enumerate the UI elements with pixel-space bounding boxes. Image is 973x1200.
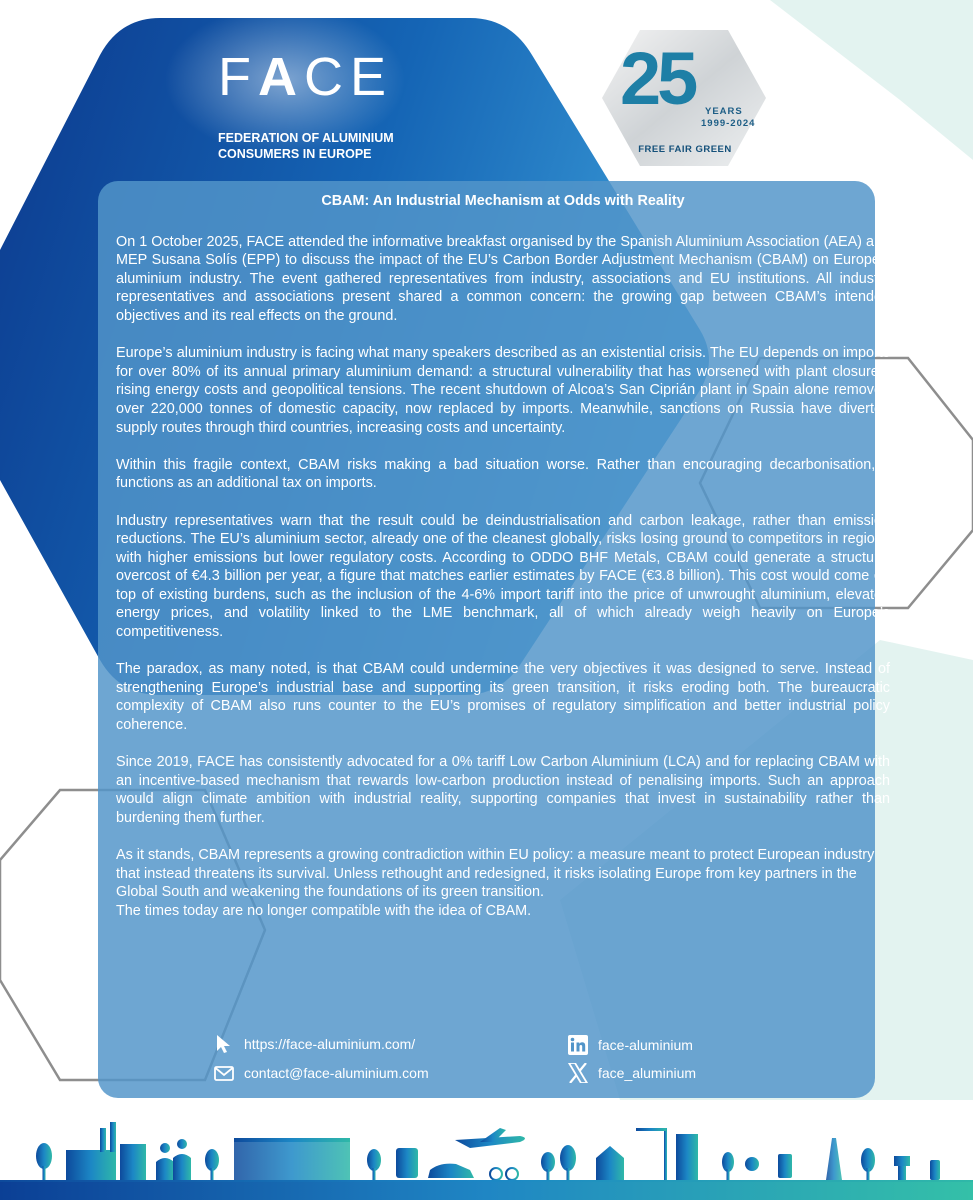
article-closing-line: The times today are no longer compatible with the idea of CBAM. — [116, 902, 532, 919]
email-address[interactable]: contact@face-aluminium.com — [244, 1065, 429, 1081]
cursor-arrow-icon — [212, 1034, 236, 1054]
logo-tagline — [218, 130, 418, 162]
badge-tagline: FREE FAIR GREEN — [638, 144, 732, 155]
linkedin-icon — [566, 1035, 590, 1055]
article-paragraph-2: Europe’s aluminium industry is facing what many speakers described as an existential crisis. The EU depends on imports for over 80% of its annual primary aluminium demand: a structural vulnerability that has worsened with plant closures, rising energy costs and geopolitical tensions. The recent shutdown of Alcoa’s San Ciprián plant in Spain alone removed over 220,000 tonnes of domestic capacity, now replaced by imports. Meanwhile, sanctions on Russia have diverted supply routes through third countries, increasing costs and uncertainty. — [116, 345, 890, 436]
website-url[interactable]: https://face-aluminium.com/ — [244, 1036, 416, 1052]
logo-tagline-line1: FEDERATION OF ALUMINIUM — [218, 131, 394, 145]
linkedin-link[interactable] — [566, 1035, 693, 1055]
article-paragraph-1: On 1 October 2025, FACE attended the informative breakfast organised by the Spanish Aluminium Association (AEA) and MEP Susana Solís (EPP) to discuss the impact of the EU’s Carbon Border Adjustment Mechanism (CBAM) on Europe’s aluminium industry. The event gathered representatives from industry, associations and EU institutions. All industry representatives and associations present shared a common concern: the growing gap between CBAM’s intended objectives and its real effects on the ground. — [116, 233, 890, 324]
article-title: CBAM: An Industrial Mechanism at Odds with Reality — [321, 193, 685, 209]
website-link[interactable] — [212, 1034, 415, 1054]
article-body — [116, 192, 890, 921]
logo-wordmark: FACE — [218, 47, 394, 107]
badge-number: 25 — [620, 37, 695, 120]
badge-years-label: YEARS — [705, 106, 743, 117]
face-logo — [218, 47, 418, 162]
envelope-icon — [212, 1063, 236, 1083]
x-logo-icon — [566, 1063, 590, 1083]
anniversary-badge — [604, 30, 766, 166]
article-paragraph-5: The paradox, as many noted, is that CBAM could undermine the very objectives it was designed to serve. Instead of strengthening Europe’s industrial base and supporting its green transition, it risks eroding both. The bureaucratic complexity of CBAM also runs counter to the EU’s promises of regulatory simplification and better industrial policy coherence. — [116, 661, 890, 734]
article-paragraph-7: As it stands, CBAM represents a growing contradiction within EU policy: a measure meant to protect European industry that instead threatens its survival. Unless rethought and redesigned, it risks isolating Europe from key partners in the Global South and weakening the foundations of its green transition. — [116, 847, 875, 901]
article-paragraph-6: Since 2019, FACE has consistently advocated for a 0% tariff Low Carbon Aluminium (LCA) and for replacing CBAM with an incentive-based mechanism that rewards low-carbon production instead of penalising imports. Such an approach would align climate ambition with industrial reality, supporting companies that invest in sustainability rather than burdening them further. — [116, 754, 890, 826]
logo-tagline-line2: CONSUMERS IN EUROPE — [218, 147, 372, 161]
x-handle[interactable]: face_aluminium — [598, 1065, 697, 1081]
badge-years-range: 1999-2024 — [701, 118, 756, 129]
article-paragraph-3: Within this fragile context, CBAM risks making a bad situation worse. Rather than encouraging decarbonisation, it functions as an additional tax on imports. — [116, 456, 890, 492]
x-link[interactable] — [566, 1063, 696, 1083]
city-skyline-illustration — [0, 1108, 973, 1200]
linkedin-handle[interactable]: face-aluminium — [598, 1037, 693, 1053]
article-paragraph-4: Industry representatives warn that the result could be deindustrialisation and carbon leakage, rather than emission reductions. The EU’s aluminium sector, already one of the cleanest globally, risks losing ground to competitors in regions with higher emissions but lower regulatory costs. According to ODDO BHF Metals, CBAM could generate a structural overcost of €4.3 billion per year, a figure that matches earlier estimates by FACE (€3.8 billion). This cost would come on top of existing burdens, such as the inclusion of the 4-6% import tariff into the price of unwrought aluminium, elevated energy prices, and volatility linked to the LME benchmark, all of which already weigh heavily on Europe’s competitiveness. — [116, 512, 890, 641]
email-link[interactable] — [212, 1063, 429, 1083]
